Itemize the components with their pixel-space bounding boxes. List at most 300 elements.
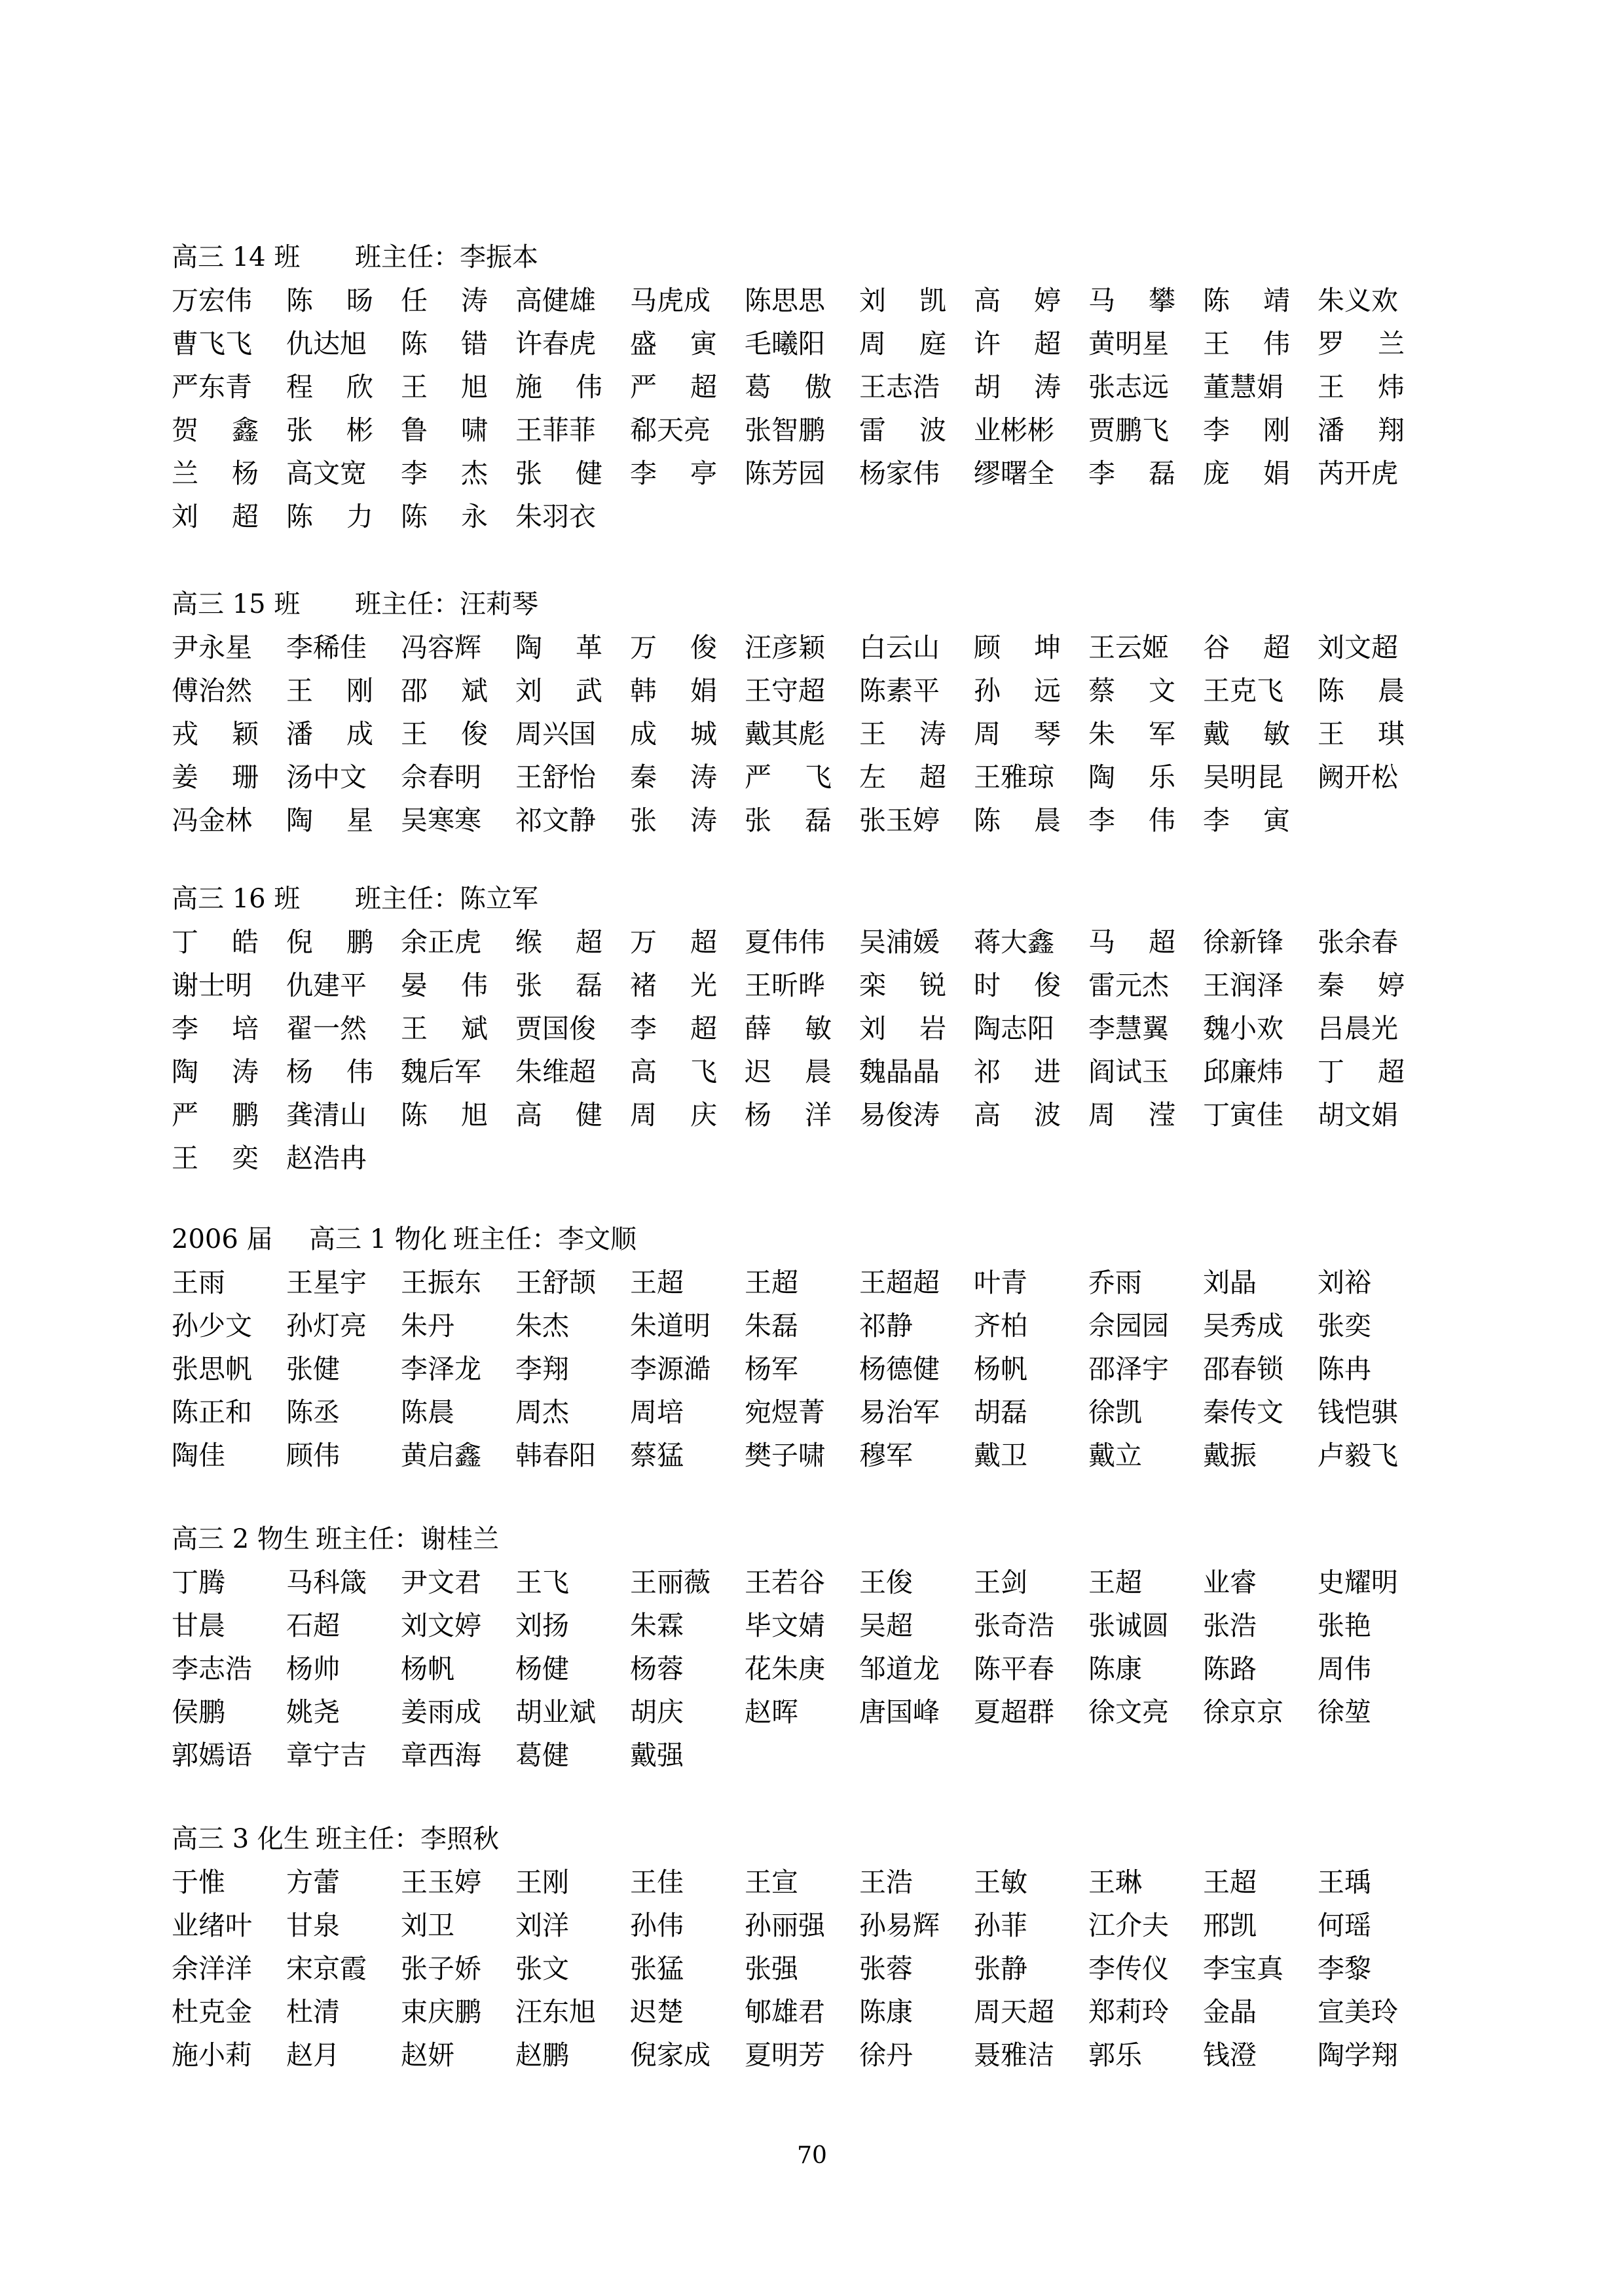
- student-name: 杨帆: [974, 1353, 1027, 1385]
- student-name: 姜雨成: [401, 1696, 481, 1728]
- name-row: [172, 626, 1449, 669]
- student-name: 王敏: [974, 1867, 1027, 1898]
- class-name: 2006 届: [172, 1224, 273, 1254]
- class-name: 高三 14 班: [172, 242, 301, 272]
- student-name: 蔡文: [1088, 675, 1175, 706]
- student-name: 许超: [974, 328, 1061, 359]
- student-name: 陈旸: [286, 285, 373, 316]
- student-name: 陶乐: [1088, 761, 1175, 793]
- student-name: 佘春明: [401, 761, 481, 793]
- student-name: 陈靖: [1203, 285, 1290, 316]
- student-name: 张健: [286, 1353, 340, 1385]
- student-name: 顾伟: [286, 1440, 340, 1471]
- student-name: 杨帅: [286, 1653, 340, 1685]
- student-name: 韩春阳: [515, 1440, 596, 1471]
- student-name: 胡文娟: [1318, 1099, 1398, 1131]
- student-name: 严东青: [172, 371, 252, 403]
- student-name: 王超超: [859, 1267, 940, 1298]
- student-name: 戴卫: [974, 1440, 1027, 1471]
- student-name: 夏超群: [974, 1696, 1054, 1728]
- student-name: 胡庆: [630, 1696, 684, 1728]
- student-name: 李杰: [401, 458, 488, 489]
- student-name: 刘裕: [1318, 1267, 1371, 1298]
- student-name: 李伟: [1088, 805, 1175, 836]
- student-name: 李稀佳: [286, 632, 367, 663]
- student-name: 王振东: [401, 1267, 481, 1298]
- student-name: 鲁啸: [401, 414, 488, 446]
- student-name: 张涛: [630, 805, 717, 836]
- class-header: [172, 1518, 1449, 1561]
- student-name: 朱杰: [515, 1310, 569, 1341]
- student-name: 万俊: [630, 632, 717, 663]
- student-name: 李宝真: [1203, 1953, 1283, 1984]
- student-name: 王佳: [630, 1867, 684, 1898]
- student-name: 张诚圆: [1088, 1610, 1169, 1641]
- student-name: 胡涛: [974, 371, 1061, 403]
- student-name: 易治军: [859, 1396, 940, 1428]
- student-name: 李亭: [630, 458, 717, 489]
- student-name: 李志浩: [172, 1653, 252, 1685]
- student-name: 周杰: [515, 1396, 569, 1428]
- student-name: 郑莉玲: [1088, 1996, 1169, 2028]
- student-name: 龚清山: [286, 1099, 367, 1131]
- student-name: 兰杨: [172, 458, 259, 489]
- student-name: 周滢: [1088, 1099, 1175, 1131]
- student-name: 杨军: [745, 1353, 798, 1385]
- student-name: 谷超: [1203, 632, 1290, 663]
- student-name: 李翔: [515, 1353, 569, 1385]
- homeroom-teacher: 班主任：汪莉琴: [355, 589, 538, 619]
- student-name: 宋京霞: [286, 1953, 367, 1984]
- student-name: 李寅: [1203, 805, 1290, 836]
- student-name: 栾锐: [859, 970, 946, 1001]
- student-name: 陈康: [1088, 1653, 1142, 1685]
- student-name: 魏小欢: [1203, 1013, 1283, 1044]
- student-name: 冯金林: [172, 805, 252, 836]
- student-name: 李超: [630, 1013, 717, 1044]
- student-name: 王宣: [745, 1867, 798, 1898]
- name-row: [172, 1690, 1449, 1734]
- student-name: 高文宽: [286, 458, 367, 489]
- student-name: 仇建平: [286, 970, 367, 1001]
- student-name: 朱军: [1088, 718, 1175, 750]
- name-row: [172, 799, 1449, 842]
- student-name: 刘凯: [859, 285, 946, 316]
- student-name: 尹永星: [172, 632, 252, 663]
- student-name: 葛傲: [745, 371, 832, 403]
- name-row: [172, 1604, 1449, 1647]
- student-name: 芮开虎: [1318, 458, 1398, 489]
- student-name: 何瑶: [1318, 1910, 1371, 1941]
- student-name: 李源澔: [630, 1353, 710, 1385]
- student-name: 褚光: [630, 970, 717, 1001]
- student-name: 郇雄君: [745, 1996, 825, 2028]
- name-row: [172, 1137, 1449, 1180]
- student-name: 朱磊: [745, 1310, 798, 1341]
- student-name: 王奕: [172, 1142, 259, 1174]
- student-name: 刘扬: [515, 1610, 569, 1641]
- student-name: 董慧娟: [1203, 371, 1283, 403]
- student-name: 孙灯亮: [286, 1310, 367, 1341]
- student-name: 阙开松: [1318, 761, 1398, 793]
- student-name: 谢士明: [172, 970, 252, 1001]
- student-name: 倪鹏: [286, 926, 373, 958]
- student-name: 赵晖: [745, 1696, 798, 1728]
- student-name: 李慧翼: [1088, 1013, 1169, 1044]
- student-name: 甘晨: [172, 1610, 225, 1641]
- student-name: 丁超: [1318, 1056, 1405, 1087]
- student-name: 戴立: [1088, 1440, 1142, 1471]
- student-name: 黄明星: [1088, 328, 1169, 359]
- student-name: 吴超: [859, 1610, 913, 1641]
- student-name: 陈晨: [974, 805, 1061, 836]
- student-name: 孙丽强: [745, 1910, 825, 1941]
- student-name: 尹文君: [401, 1567, 481, 1598]
- student-name: 王瑀: [1318, 1867, 1371, 1898]
- name-row: [172, 1734, 1449, 1777]
- student-name: 施伟: [515, 371, 602, 403]
- student-name: 杜克金: [172, 1996, 252, 2028]
- name-row: [172, 1561, 1449, 1604]
- student-name: 杜清: [286, 1996, 340, 2028]
- student-name: 徐凯: [1088, 1396, 1142, 1428]
- student-name: 王玉婷: [401, 1867, 481, 1898]
- student-name: 左超: [859, 761, 946, 793]
- student-name: 张子娇: [401, 1953, 481, 1984]
- student-name: 高婷: [974, 285, 1061, 316]
- name-row: [172, 1050, 1449, 1093]
- student-name: 贺鑫: [172, 414, 259, 446]
- student-name: 马科箴: [286, 1567, 367, 1598]
- homeroom-teacher: 班主任：李振本: [355, 242, 538, 272]
- student-name: 王斌: [401, 1013, 488, 1044]
- student-name: 方蕾: [286, 1867, 340, 1898]
- student-name: 陈正和: [172, 1396, 252, 1428]
- student-name: 叶青: [974, 1267, 1027, 1298]
- student-name: 王润泽: [1203, 970, 1283, 1001]
- student-name: 任涛: [401, 285, 488, 316]
- student-name: 陶学翔: [1318, 2039, 1398, 2071]
- student-name: 刘武: [515, 675, 602, 706]
- student-name: 张健: [515, 458, 602, 489]
- student-name: 姜珊: [172, 761, 259, 793]
- student-name: 毛曦阳: [745, 328, 825, 359]
- student-name: 周琴: [974, 718, 1061, 750]
- student-name: 邢凯: [1203, 1910, 1257, 1941]
- student-name: 毕文婧: [745, 1610, 825, 1641]
- student-name: 仇达旭: [286, 328, 367, 359]
- name-row: [172, 1904, 1449, 1947]
- student-name: 业彬彬: [974, 414, 1054, 446]
- student-name: 陈芳园: [745, 458, 825, 489]
- student-name: 陶涛: [172, 1056, 259, 1087]
- class-header: [172, 877, 1449, 920]
- student-name: 蒋大鑫: [974, 926, 1054, 958]
- student-name: 孙少文: [172, 1310, 252, 1341]
- student-name: 郗天亮: [630, 414, 710, 446]
- student-name: 周天超: [974, 1996, 1054, 2028]
- student-name: 朱义欢: [1318, 285, 1398, 316]
- student-name: 王超: [630, 1267, 684, 1298]
- student-name: 韩娟: [630, 675, 717, 706]
- student-name: 钱澄: [1203, 2039, 1257, 2071]
- student-name: 周伟: [1318, 1653, 1371, 1685]
- student-name: 蔡猛: [630, 1440, 684, 1471]
- student-name: 潘成: [286, 718, 373, 750]
- student-name: 丁腾: [172, 1567, 225, 1598]
- student-name: 张志远: [1088, 371, 1169, 403]
- student-name: 卢毅飞: [1318, 1440, 1398, 1471]
- student-name: 汪东旭: [515, 1996, 596, 2028]
- student-name: 赵妍: [401, 2039, 454, 2071]
- student-name: 杨伟: [286, 1056, 373, 1087]
- student-name: 时俊: [974, 970, 1061, 1001]
- student-name: 陈错: [401, 328, 488, 359]
- student-name: 倪家成: [630, 2039, 710, 2071]
- student-name: 曹飞飞: [172, 328, 252, 359]
- student-name: 吕晨光: [1318, 1013, 1398, 1044]
- student-name: 雷波: [859, 414, 946, 446]
- student-name: 陈平春: [974, 1653, 1054, 1685]
- student-name: 陈永: [401, 501, 488, 532]
- student-name: 潘翔: [1318, 414, 1405, 446]
- student-name: 王刚: [286, 675, 373, 706]
- name-row: [172, 1647, 1449, 1690]
- student-name: 王炜: [1318, 371, 1405, 403]
- student-name: 祁进: [974, 1056, 1061, 1087]
- student-name: 高健雄: [515, 285, 596, 316]
- student-name: 佘园园: [1088, 1310, 1169, 1341]
- student-name: 陶星: [286, 805, 373, 836]
- student-name: 张文: [515, 1953, 569, 1984]
- student-name: 朱霖: [630, 1610, 684, 1641]
- class-section: [172, 236, 1449, 538]
- student-name: 赵鹏: [515, 2039, 569, 2071]
- student-name: 夏明芳: [745, 2039, 825, 2071]
- student-name: 王守超: [745, 675, 825, 706]
- student-name: 万超: [630, 926, 717, 958]
- student-name: 陈冉: [1318, 1353, 1371, 1385]
- student-name: 顾坤: [974, 632, 1061, 663]
- class-section: [172, 1218, 1449, 1477]
- student-name: 李刚: [1203, 414, 1290, 446]
- student-name: 周培: [630, 1396, 684, 1428]
- student-name: 汪彦颖: [745, 632, 825, 663]
- student-name: 罗兰: [1318, 328, 1405, 359]
- student-name: 杨德健: [859, 1353, 940, 1385]
- student-name: 穆军: [859, 1440, 913, 1471]
- class-name: 高三 15 班: [172, 589, 301, 619]
- student-name: 刘超: [172, 501, 259, 532]
- name-row: [172, 452, 1449, 495]
- student-name: 胡磊: [974, 1396, 1027, 1428]
- student-name: 樊子啸: [745, 1440, 825, 1471]
- student-name: 侯鹏: [172, 1696, 225, 1728]
- name-row: [172, 756, 1449, 799]
- name-row: [172, 2033, 1449, 2077]
- student-name: 王舒颉: [515, 1267, 596, 1298]
- student-name: 丁皓: [172, 926, 259, 958]
- student-name: 戎颖: [172, 718, 259, 750]
- student-name: 张奇浩: [974, 1610, 1054, 1641]
- name-row: [172, 409, 1449, 452]
- student-name: 王飞: [515, 1567, 569, 1598]
- student-name: 王琳: [1088, 1867, 1142, 1898]
- student-name: 刘岩: [859, 1013, 946, 1044]
- student-name: 夏伟伟: [745, 926, 825, 958]
- name-row: [172, 1347, 1449, 1391]
- student-name: 杨帆: [401, 1653, 454, 1685]
- class-header: [172, 583, 1449, 626]
- student-name: 缪曙全: [974, 458, 1054, 489]
- student-name: 聂雅洁: [974, 2039, 1054, 2071]
- student-name: 陈康: [859, 1996, 913, 2028]
- student-name: 贾国俊: [515, 1013, 596, 1044]
- student-name: 徐丹: [859, 2039, 913, 2071]
- student-name: 戴强: [630, 1740, 684, 1771]
- student-name: 高健: [515, 1099, 602, 1131]
- student-name: 高波: [974, 1099, 1061, 1131]
- student-name: 王俊: [401, 718, 488, 750]
- student-name: 齐柏: [974, 1310, 1027, 1341]
- student-name: 江介夫: [1088, 1910, 1169, 1941]
- student-name: 陶佳: [172, 1440, 225, 1471]
- student-name: 马攀: [1088, 285, 1175, 316]
- student-name: 李泽龙: [401, 1353, 481, 1385]
- student-name: 金晶: [1203, 1996, 1257, 2028]
- student-name: 贾鹏飞: [1088, 414, 1169, 446]
- class-section: [172, 877, 1449, 1180]
- student-name: 王菲菲: [515, 414, 596, 446]
- student-name: 张思帆: [172, 1353, 252, 1385]
- student-name: 严超: [630, 371, 717, 403]
- student-name: 祁静: [859, 1310, 913, 1341]
- student-name: 孙远: [974, 675, 1061, 706]
- student-name: 薛敏: [745, 1013, 832, 1044]
- student-name: 甘泉: [286, 1910, 340, 1941]
- student-name: 张余春: [1318, 926, 1398, 958]
- student-name: 王若谷: [745, 1567, 825, 1598]
- name-row: [172, 1434, 1449, 1477]
- student-name: 乔雨: [1088, 1267, 1142, 1298]
- student-name: 程欣: [286, 371, 373, 403]
- student-name: 张浩: [1203, 1610, 1257, 1641]
- class-section: [172, 583, 1449, 842]
- student-name: 丁寅佳: [1203, 1099, 1283, 1131]
- student-name: 成城: [630, 718, 717, 750]
- student-name: 王云姬: [1088, 632, 1169, 663]
- student-name: 赵浩冉: [286, 1142, 367, 1174]
- class-name: 高三 16 班: [172, 884, 301, 914]
- name-row: [172, 365, 1449, 409]
- student-name: 翟一然: [286, 1013, 367, 1044]
- student-name: 王星宇: [286, 1267, 367, 1298]
- student-name: 葛健: [515, 1740, 569, 1771]
- class-name: 高三 2 物生: [172, 1524, 310, 1554]
- student-name: 陈思思: [745, 285, 825, 316]
- student-name: 孙易辉: [859, 1910, 940, 1941]
- student-name: 徐新锋: [1203, 926, 1283, 958]
- student-name: 业绪叶: [172, 1910, 252, 1941]
- name-row: [172, 712, 1449, 756]
- student-name: 朱道明: [630, 1310, 710, 1341]
- student-name: 张磊: [745, 805, 832, 836]
- student-name: 吴寒寒: [401, 805, 481, 836]
- student-name: 陶志阳: [974, 1013, 1054, 1044]
- homeroom-teacher: 班主任：陈立军: [355, 884, 538, 914]
- student-name: 王剑: [974, 1567, 1027, 1598]
- student-name: 王旭: [401, 371, 488, 403]
- student-name: 王涛: [859, 718, 946, 750]
- student-name: 王舒怡: [515, 761, 596, 793]
- student-name: 李培: [172, 1013, 259, 1044]
- name-row: [172, 1861, 1449, 1904]
- student-name: 迟晨: [745, 1056, 832, 1087]
- class-section: [172, 1518, 1449, 1777]
- name-row: [172, 279, 1449, 322]
- student-name: 魏晶晶: [859, 1056, 940, 1087]
- student-name: 周兴国: [515, 718, 596, 750]
- name-row: [172, 1093, 1449, 1137]
- student-name: 陈素平: [859, 675, 940, 706]
- student-name: 陈丞: [286, 1396, 340, 1428]
- student-name: 王克飞: [1203, 675, 1283, 706]
- student-name: 吴明昆: [1203, 761, 1283, 793]
- student-name: 邵斌: [401, 675, 488, 706]
- student-name: 陶革: [515, 632, 602, 663]
- student-name: 祁文静: [515, 805, 596, 836]
- student-name: 王超: [1088, 1567, 1142, 1598]
- student-name: 张玉婷: [859, 805, 940, 836]
- student-name: 张蓉: [859, 1953, 913, 1984]
- name-row: [172, 1007, 1449, 1050]
- page-number: 70: [797, 2142, 827, 2169]
- student-name: 徐堃: [1318, 1696, 1371, 1728]
- student-name: 朱丹: [401, 1310, 454, 1341]
- student-name: 黄启鑫: [401, 1440, 481, 1471]
- student-name: 陈力: [286, 501, 373, 532]
- name-row: [172, 669, 1449, 712]
- student-name: 王丽薇: [630, 1567, 710, 1598]
- student-name: 赵月: [286, 2039, 340, 2071]
- student-name: 易俊涛: [859, 1099, 940, 1131]
- student-name: 戴其彪: [745, 718, 825, 750]
- student-name: 吴秀成: [1203, 1310, 1283, 1341]
- student-name: 雷元杰: [1088, 970, 1169, 1001]
- student-name: 刘文婷: [401, 1610, 481, 1641]
- student-name: 白云山: [859, 632, 940, 663]
- student-name: 宣美玲: [1318, 1996, 1398, 2028]
- student-name: 张猛: [630, 1953, 684, 1984]
- student-name: 王志浩: [859, 371, 940, 403]
- student-name: 徐文亮: [1088, 1696, 1169, 1728]
- class-section: [172, 1817, 1449, 2077]
- student-name: 刘卫: [401, 1910, 454, 1941]
- student-name: 王超: [745, 1267, 798, 1298]
- student-name: 张奕: [1318, 1310, 1371, 1341]
- student-name: 杨蓉: [630, 1653, 684, 1685]
- class-name: 高三 3 化生: [172, 1824, 310, 1854]
- student-name: 余正虎: [401, 926, 481, 958]
- student-name: 朱维超: [515, 1056, 596, 1087]
- name-row: [172, 1947, 1449, 1990]
- student-name: 周庆: [630, 1099, 717, 1131]
- student-name: 马虎成: [630, 285, 710, 316]
- student-name: 王伟: [1203, 328, 1290, 359]
- student-name: 戴敏: [1203, 718, 1290, 750]
- student-name: 张艳: [1318, 1610, 1371, 1641]
- name-row: [172, 1261, 1449, 1304]
